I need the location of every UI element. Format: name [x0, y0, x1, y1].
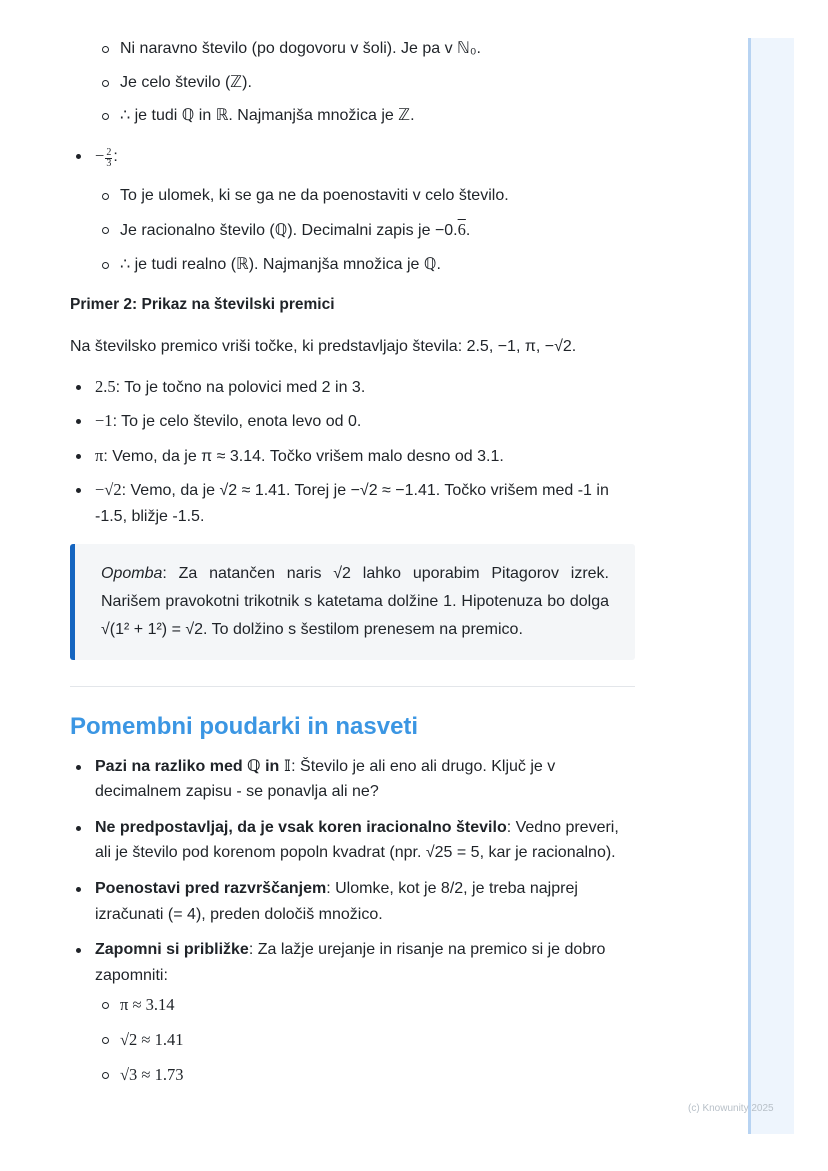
- tips-list: [70, 754, 635, 1089]
- points-list: [70, 374, 635, 530]
- list-item: π ≈ 3.14: [95, 992, 635, 1019]
- list-item: [70, 36, 635, 62]
- list-item: ∴ je tudi realno (ℝ). Najmanjša množica je ℚ.: [70, 252, 635, 278]
- note-callout: [70, 544, 635, 660]
- note-text: : Za natančen naris √2 lahko uporabim Pitagorov izrek. Narišem pravokotni trikotnik s katetama dolžine 1. Hipotenuza bo dolga √(1² + 1²) = √2. To dolžino s šestilom prenesem na premico.: [101, 564, 609, 638]
- sublist-zero: [70, 36, 635, 129]
- document-content: [70, 36, 635, 1088]
- note-label: Opomba: [101, 564, 163, 582]
- repeating-digit: 6: [457, 219, 466, 239]
- sublist-frac: [70, 183, 635, 277]
- section-divider: [70, 686, 635, 687]
- section-title: Pomembni poudarki in nasveti: [70, 712, 419, 740]
- list-item-text: Je celo število (ℤ).: [120, 73, 252, 91]
- list-item: Ne predpostavljaj, da je vsak koren iracionalno število: Vedno preveri, ali je število pod korenom popoln kvadrat (npr. √25 = 5, kar je racionalno).: [70, 815, 635, 866]
- list-item: To je ulomek, ki se ga ne da poenostaviti v celo število.: [70, 183, 635, 209]
- list-item: − $\frac{2}{3}$ :: [70, 143, 635, 170]
- list-item: √3 ≈ 1.73: [95, 1062, 635, 1089]
- math-sign: −: [95, 145, 105, 165]
- example-heading: Primer 2: Prikaz na številski premici: [70, 296, 335, 314]
- list-item: √2 ≈ 1.41: [95, 1027, 635, 1054]
- list-item-text: ∴ je tudi ℚ in ℝ. Najmanjša množica je ℤ.: [120, 107, 415, 125]
- approx-list: [95, 992, 635, 1088]
- list-item: 2.5: To je točno na polovici med 2 in 3.: [70, 374, 635, 401]
- fraction: $\frac{2}{3}$: [106, 146, 112, 169]
- list-item: Zapomni si približke: Za lažje urejanje in risanje na premico si je dobro zapomniti: π ≈ 3.14 √2 ≈ 1.41 √3 ≈ 1.73: [70, 937, 635, 1088]
- list-item: −1: To je celo število, enota levo od 0.: [70, 408, 635, 435]
- list-item: π: Vemo, da je π ≈ 3.14. Točko vrišem malo desno od 3.1.: [70, 443, 635, 470]
- list-item: [70, 103, 635, 129]
- list-frac-item: [70, 143, 635, 170]
- list-item-text: Ni naravno število (po dogovoru v šoli). Je pa v ℕ₀.: [120, 40, 481, 57]
- list-item: Poenostavi pred razvrščanjem: Ulomke, kot je 8/2, je treba najprej izračunati (= 4), preden določiš množico.: [70, 876, 635, 927]
- list-item: [70, 70, 635, 96]
- page-sidebar-strip: [748, 38, 794, 1134]
- list-item: Je racionalno število (ℚ). Decimalni zapis je −0.6.: [70, 217, 635, 244]
- watermark: (c) Knowunity 2025: [688, 1103, 774, 1114]
- example-intro: Na številsko premico vriši točke, ki predstavljajo števila: 2.5, −1, π, −√2.: [70, 337, 577, 355]
- list-item: −√2: Vemo, da je √2 ≈ 1.41. Torej je −√2 ≈ −1.41. Točko vrišem med -1 in -1.5, bližje -1.5.: [70, 477, 635, 529]
- list-item: Pazi na razliko med ℚ in 𝕀: Število je ali eno ali drugo. Ključ je v decimalnem zapisu - se ponavlja ali ne?: [70, 754, 635, 805]
